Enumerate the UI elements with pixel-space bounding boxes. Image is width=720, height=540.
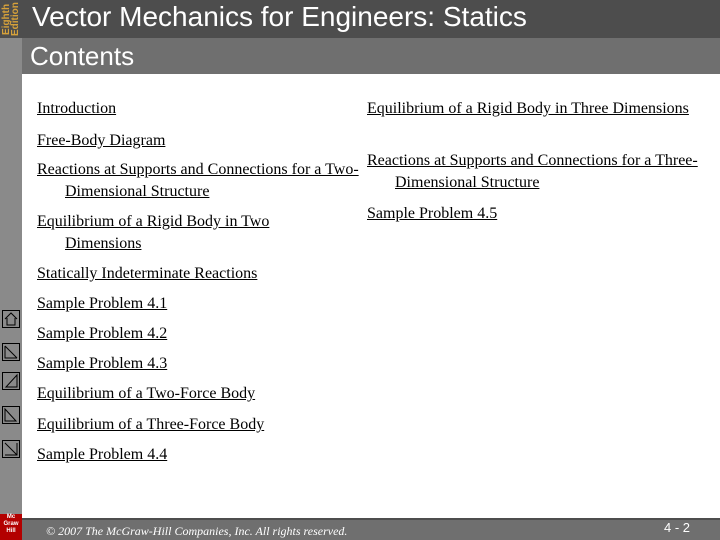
next-slide-icon[interactable] [2,406,20,424]
logo-text: Mc Graw Hill [3,514,19,534]
edition-text: Eighth Edition [1,2,21,36]
mcgraw-hill-logo [0,514,22,540]
home-icon[interactable] [2,310,20,328]
link-equilibrium-3d[interactable]: Equilibrium of a Rigid Body in Three Dimensions [367,100,689,117]
footer-bar [22,518,720,540]
previous-slide-icon[interactable] [2,372,20,390]
page-number: 4 - 2 [663,520,690,535]
last-slide-icon[interactable] [2,440,20,458]
link-reactions-3d[interactable]: Reactions at Supports and Connections for a Three-Dimensional Structure [367,152,698,191]
first-slide-icon[interactable] [2,343,20,361]
header-bar [0,0,720,38]
link-two-force-body[interactable]: Equilibrium of a Two-Force Body [37,385,256,402]
link-sample-problem-4-2[interactable]: Sample Problem 4.2 [37,325,168,342]
footer-divider [22,518,720,520]
link-introduction[interactable]: Introduction [37,100,117,117]
link-sample-problem-4-1[interactable]: Sample Problem 4.1 [37,295,168,312]
link-statically-indeterminate[interactable]: Statically Indeterminate Reactions [37,265,258,282]
sidebar [0,38,22,540]
link-three-force-body[interactable]: Equilibrium of a Three-Force Body [37,416,265,433]
link-reactions-2d[interactable]: Reactions at Supports and Connections for a Two-Dimensional Structure [37,161,359,200]
link-sample-problem-4-4[interactable]: Sample Problem 4.4 [37,446,168,463]
link-sample-problem-4-5[interactable]: Sample Problem 4.5 [367,205,498,222]
link-sample-problem-4-3[interactable]: Sample Problem 4.3 [37,355,168,372]
link-equilibrium-2d[interactable]: Equilibrium of a Rigid Body in Two Dimensions [37,213,270,252]
link-free-body-diagram[interactable]: Free-Body Diagram [37,132,166,149]
page-title: Contents [30,41,135,71]
title-bar [22,38,720,74]
copyright-text: © 2007 The McGraw-Hill Companies, Inc. All rights reserved. [46,524,348,538]
edition-label [0,0,22,38]
course-title: Vector Mechanics for Engineers: Statics [32,1,527,32]
